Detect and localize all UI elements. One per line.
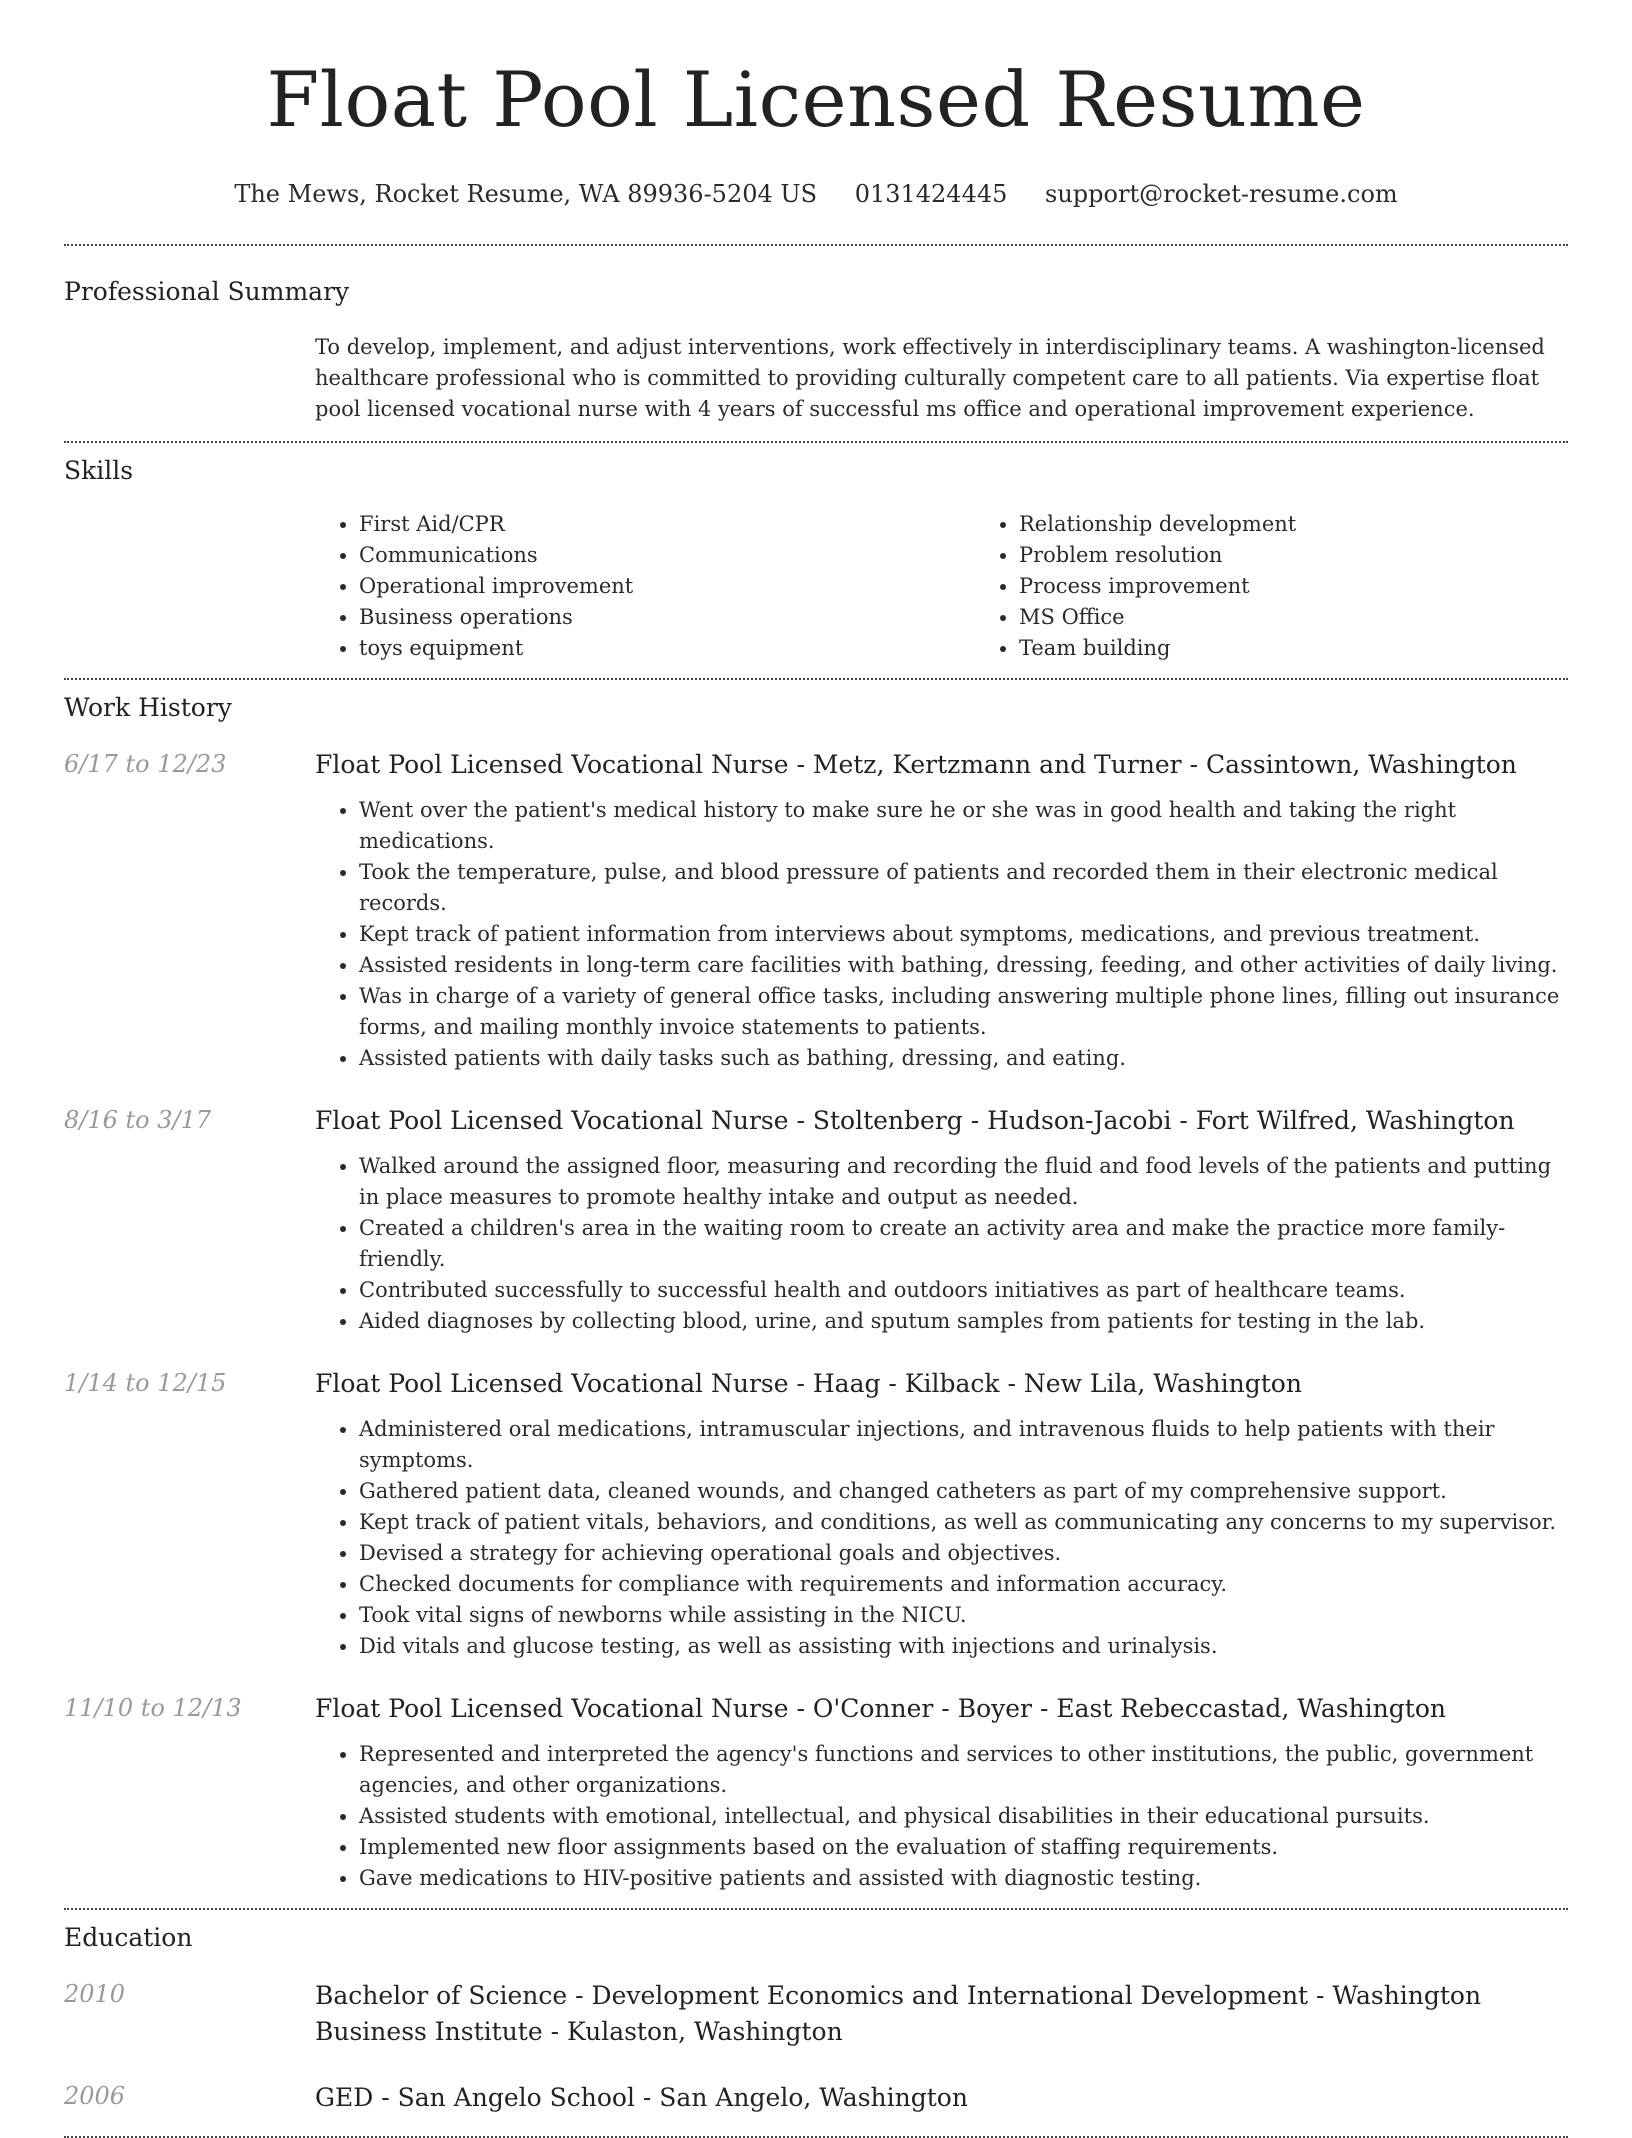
job-entry	[64, 1692, 1568, 1894]
skills-left-spacer	[64, 509, 315, 664]
summary-content	[315, 332, 1568, 425]
education-text: GED - San Angelo School - San Angelo, Washington	[315, 2083, 968, 2112]
skill-item: • Team building	[1019, 633, 1632, 664]
skill-item: • Business operations	[359, 602, 975, 633]
education-content	[315, 1978, 1568, 2050]
skill-item: • First Aid/CPR	[359, 509, 975, 540]
job-bullets	[315, 1151, 1568, 1337]
skill-item: • Operational improvement	[359, 571, 975, 602]
skills-title: Skills	[64, 456, 134, 485]
job-bullet: • Administered oral medications, intramuscular injections, and intravenous fluids to help patients with their symptoms.	[359, 1414, 1568, 1476]
skill-item: • toys equipment	[359, 633, 975, 664]
job-bullet: • Aided diagnoses by collecting blood, urine, and sputum samples from patients for testing in the lab.	[359, 1306, 1568, 1337]
education-content	[315, 2080, 1568, 2116]
job-bullet: • Walked around the assigned floor, measuring and recording the fluid and food levels of the patients and putting in place measures to promote healthy intake and output as needed.	[359, 1151, 1568, 1213]
job-bullet: • Went over the patient's medical history to make sure he or she was in good health and taking the right medications.	[359, 795, 1568, 857]
education-section	[64, 1910, 1568, 2136]
job-bullets	[315, 1414, 1568, 1662]
work-section	[64, 680, 1568, 1908]
summary-title: Professional Summary	[64, 277, 350, 306]
job-bullet: • Devised a strategy for achieving operational goals and objectives.	[359, 1538, 1568, 1569]
job-dates: 8/16 to 3/17	[64, 1106, 212, 1134]
job-bullet: • Gave medications to HIV-positive patients and assisted with diagnostic testing.	[359, 1863, 1568, 1894]
job-content	[315, 1692, 1568, 1894]
skills-section	[64, 443, 1568, 678]
job-bullet: • Represented and interpreted the agency's functions and services to other institutions, the public, government agencies, and other organizations.	[359, 1739, 1568, 1801]
education-text: Bachelor of Science - Development Economics and International Development - Washington Business Institute - Kulaston, Washington	[315, 1981, 1482, 2046]
job-dates: 6/17 to 12/23	[64, 750, 227, 778]
education-year: 2010	[64, 1980, 126, 2008]
contact-line	[64, 178, 1568, 210]
job-bullet: • Assisted patients with daily tasks such as bathing, dressing, and eating.	[359, 1043, 1568, 1074]
job-title: Float Pool Licensed Vocational Nurse - Haag - Kilback - New Lila, Washington	[315, 1369, 1302, 1398]
summary-left-spacer	[64, 332, 315, 425]
education-year: 2006	[64, 2082, 126, 2110]
skills-row	[64, 509, 1568, 664]
job-bullet: • Implemented new floor assignments based on the evaluation of staffing requirements.	[359, 1832, 1568, 1863]
skill-item: • Process improvement	[1019, 571, 1632, 602]
job-bullet: • Created a children's area in the waiting room to create an activity area and make the practice more family-friendly.	[359, 1213, 1568, 1275]
education-entry	[64, 2080, 1568, 2116]
job-bullet: • Kept track of patient vitals, behaviors, and conditions, as well as communicating any concerns to my supervisor.	[359, 1507, 1568, 1538]
contact-phone: 0131424445	[854, 180, 1008, 208]
job-dates: 11/10 to 12/13	[64, 1694, 242, 1722]
job-title: Float Pool Licensed Vocational Nurse - Metz, Kertzmann and Turner - Cassintown, Washington	[315, 750, 1517, 779]
job-content	[315, 1367, 1568, 1662]
job-entry	[64, 748, 1568, 1074]
skill-item: • Relationship development	[1019, 509, 1632, 540]
job-bullet: • Assisted residents in long-term care facilities with bathing, dressing, feeding, and other activities of daily living.	[359, 950, 1568, 981]
summary-row	[64, 332, 1568, 425]
job-content	[315, 748, 1568, 1074]
job-bullets	[315, 795, 1568, 1074]
summary-text: To develop, implement, and adjust interventions, work effectively in interdisciplinary teams. A washington-licensed healthcare professional who is committed to providing culturally competent care to all patients. Via expertise float pool licensed vocational nurse with 4 years of successful ms office and operational improvement experience.	[315, 335, 1545, 421]
job-bullet: • Contributed successfully to successful health and outdoors initiatives as part of healthcare teams.	[359, 1275, 1568, 1306]
skill-item: • Problem resolution	[1019, 540, 1632, 571]
job-bullet: • Checked documents for compliance with requirements and information accuracy.	[359, 1569, 1568, 1600]
summary-section	[64, 246, 1568, 441]
job-bullet: • Assisted students with emotional, intellectual, and physical disabilities in their educational pursuits.	[359, 1801, 1568, 1832]
job-bullet: • Kept track of patient information from interviews about symptoms, medications, and previous treatment.	[359, 919, 1568, 950]
contact-email: support@rocket-resume.com	[1045, 180, 1398, 208]
education-entry	[64, 1978, 1568, 2050]
resume-header	[64, 0, 1568, 210]
job-title: Float Pool Licensed Vocational Nurse - Stoltenberg - Hudson-Jacobi - Fort Wilfred, Washington	[315, 1106, 1515, 1135]
skill-item: • Communications	[359, 540, 975, 571]
contact-address: The Mews, Rocket Resume, WA 89936-5204 US	[234, 180, 818, 208]
skills-list-left	[315, 509, 975, 664]
job-bullet: • Was in charge of a variety of general office tasks, including answering multiple phone lines, filling out insurance forms, and mailing monthly invoice statements to patients.	[359, 981, 1568, 1043]
job-bullet: • Gathered patient data, cleaned wounds, and changed catheters as part of my comprehensive support.	[359, 1476, 1568, 1507]
job-entry	[64, 1104, 1568, 1337]
skills-grid	[315, 509, 1632, 664]
job-dates: 1/14 to 12/15	[64, 1369, 227, 1397]
skills-list-right	[975, 509, 1632, 664]
job-title: Float Pool Licensed Vocational Nurse - O'Conner - Boyer - East Rebeccastad, Washington	[315, 1694, 1446, 1723]
resume-name: Float Pool Licensed Resume	[266, 55, 1366, 144]
job-bullet: • Did vitals and glucose testing, as well as assisting with injections and urinalysis.	[359, 1631, 1568, 1662]
education-title: Education	[64, 1923, 193, 1952]
work-title: Work History	[64, 693, 232, 722]
job-bullet: • Took vital signs of newborns while assisting in the NICU.	[359, 1600, 1568, 1631]
job-bullets	[315, 1739, 1568, 1894]
job-bullet: • Took the temperature, pulse, and blood pressure of patients and recorded them in their electronic medical records.	[359, 857, 1568, 919]
job-content	[315, 1104, 1568, 1337]
skill-item: • MS Office	[1019, 602, 1632, 633]
job-entry	[64, 1367, 1568, 1662]
